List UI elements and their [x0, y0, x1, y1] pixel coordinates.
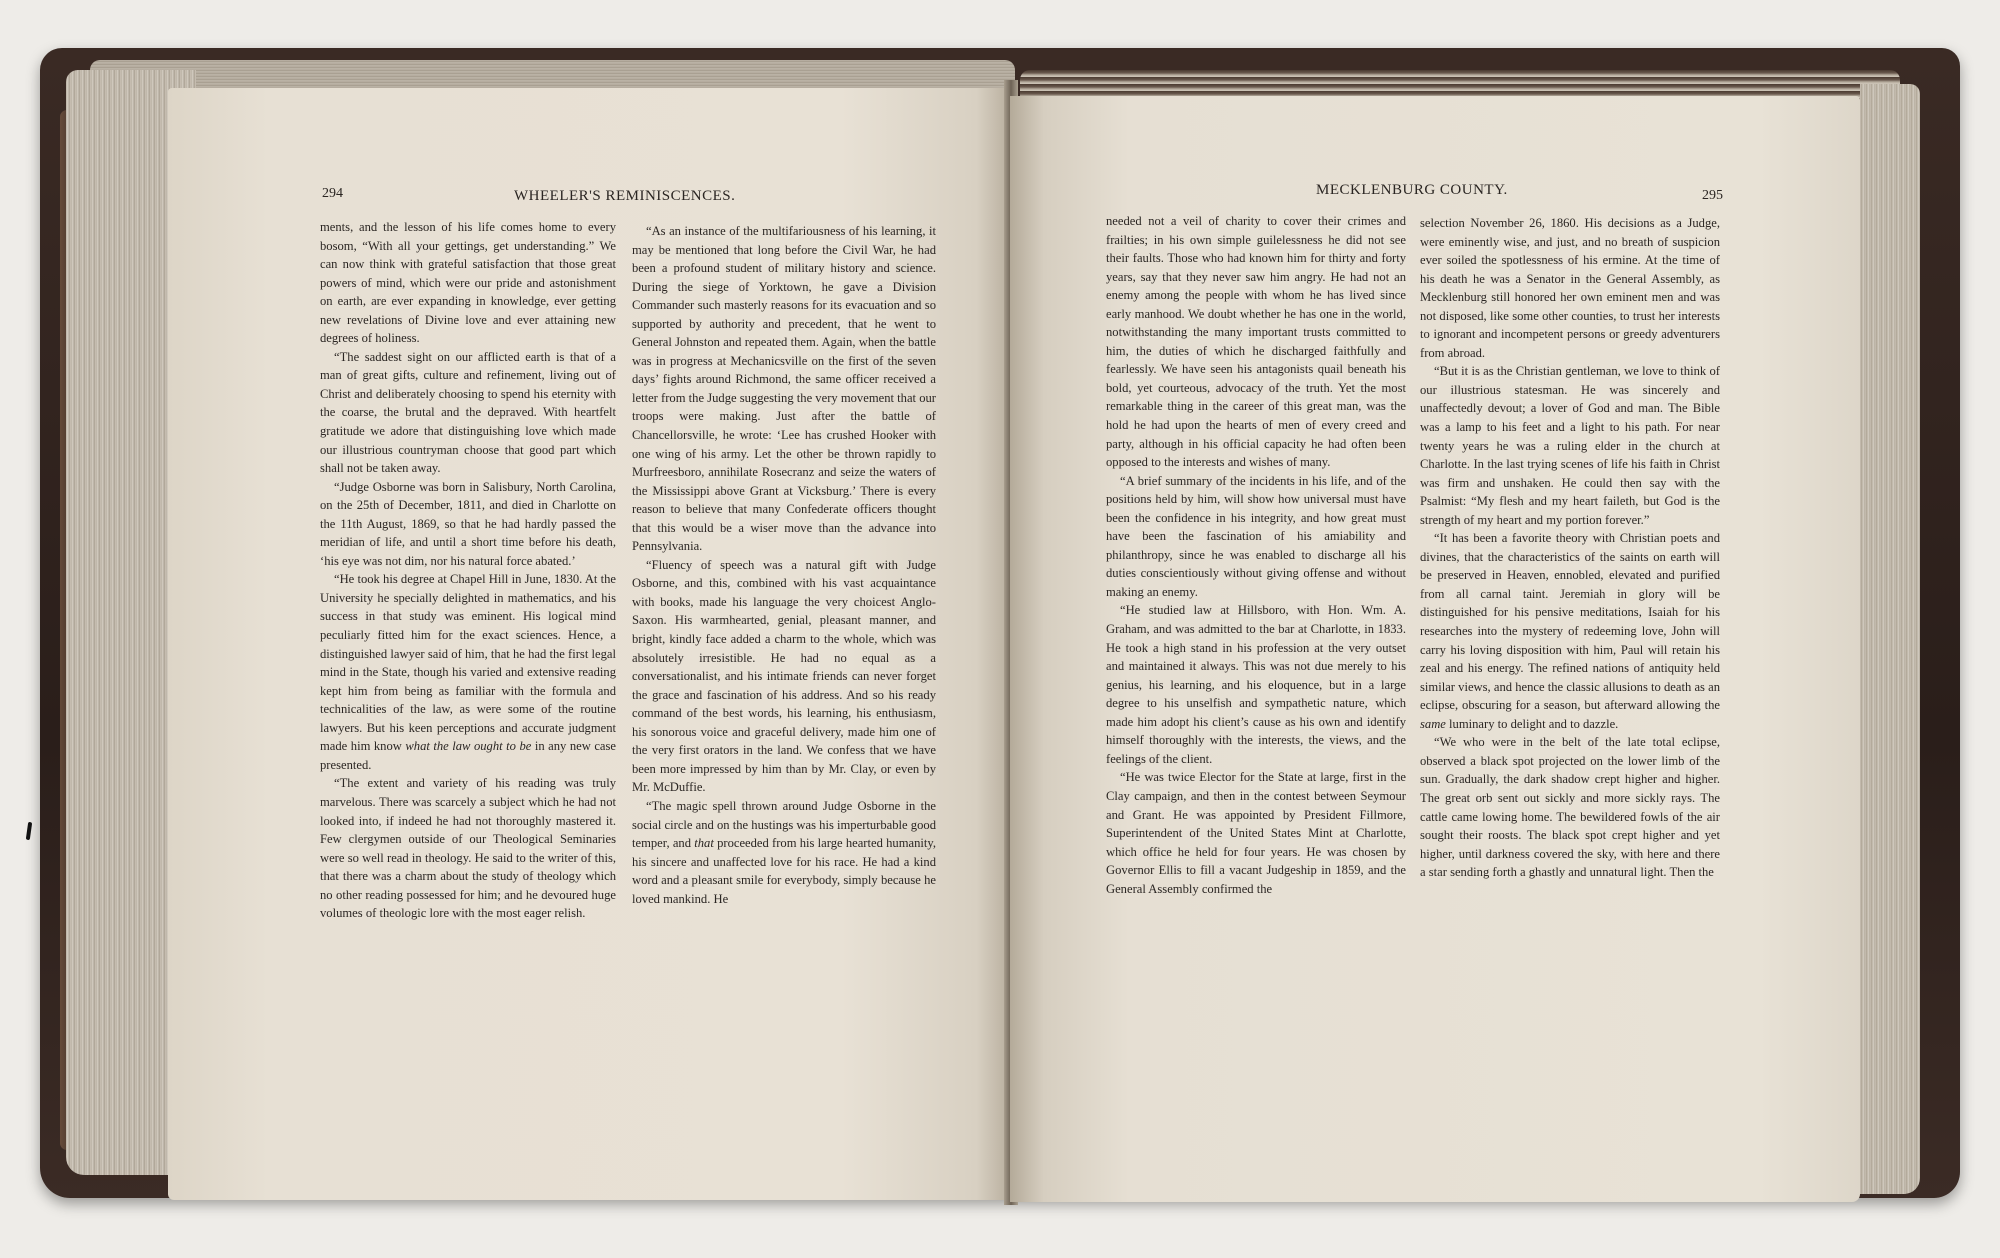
- italic-text: what the law ought to be: [405, 739, 532, 754]
- paragraph: “Judge Osborne was born in Salisbury, North Carolina, on the 25th of December, 1811, and died in Charlotte on the 11th August, 1869, so that he had hardly passed the meridian of life, and until a short time before his death, ‘his eye was not dim, nor his natural force abated.’: [320, 479, 616, 568]
- italic-text: same: [1420, 716, 1446, 731]
- left-page-number: 294: [322, 186, 343, 201]
- right-running-head: MECKLENBURG COUNTY.: [1316, 182, 1508, 198]
- left-running-head: WHEELER'S REMINISCENCES.: [514, 188, 736, 204]
- text-run: “It has been a favorite theory with Christian poets and divines, that the characteristics of the saints on earth will be preserved in Heaven, ennobled, elevated and purified from all carnal taint. Jeremiah in glory will be distinguished for his pensive meditations, Isaiah for his researches into the mystery of redeeming love, John will carry his loving disposition with him, Paul will retain his zeal and his energy. The refined nations of antiquity held similar views, and hence the classic allusions to death as an eclipse, obscuring for a season, but afterward allowing the: [1420, 531, 1720, 713]
- paragraph: “A brief summary of the incidents in his life, and of the positions held by him, will show how universal must have been the confidence in his integrity, and how great must have been the fascination of his amiability and philanthropy, since he was enabled to discharge all his duties conscientiously without giving offense and without making an enemy.: [1106, 473, 1406, 599]
- paragraph: “Fluency of speech was a natural gift with Judge Osborne, and this, combined with his vast acquaintance with books, made his language the very choicest Anglo-Saxon. His warmhearted, genial, pleasant manner, and bright, kindly face added a charm to the whole, which was absolutely irresistible. He had no equal as a conversationalist, and his intimate friends can never forget the grace and fascination of his address. And so his ready command of the best words, his learning, his enthusiasm, his sonorous voice and graceful delivery, made him one of the very first orators in the land. We confess that we have been more impressed by him than by Mr. Clay, or even by Mr. McDuffie.: [632, 557, 936, 795]
- paragraph: “But it is as the Christian gentleman, we love to think of our illustrious statesman. He was sincerely and unaffectedly devout; a lover of God and man. The Bible was a lamp to his feet and a light to his path. For near twenty years he was a ruling elder in the church at Charlotte. In the last trying scenes of life his faith in Christ was firm and unshaken. He could then say with the Psalmist: “My flesh and my heart faileth, but God is the strength of my heart and my portion forever.”: [1420, 364, 1720, 527]
- paragraph: [320, 570, 616, 774]
- text-run: “He took his degree at Chapel Hill in June, 1830. At the University he specially delighted in mathematics, and his success in that study was eminent. His logical mind peculiarly fitted him for the exact sciences. Hence, a distinguished lawyer said of him, that he had the first legal mind in the State, though his varied and extensive reading kept him from being as familiar with the formula and technicalities of the law, as were some of the routine lawyers. But his keen perceptions and accurate judgment made him know: [320, 572, 616, 754]
- paragraph: selection November 26, 1860. His decisions as a Judge, were eminently wise, and just, and no breath of suspicion ever soiled the spotlessness of his ermine. At the time of his death he was a Senator in the General Assembly, as Mecklenburg still honored her own eminent men and was not disposed, like some other counties, to trust her interests to ignorant and incompetent persons or greedy adventurers from abroad.: [1420, 216, 1720, 360]
- paragraph: “He was twice Elector for the State at large, first in the Clay campaign, and then in the contest between Seymour and Grant. He was appointed by President Fillmore, Superintendent of the United States Mint at Charlotte, which office he held for four years. He was chosen by Governor Ellis to fill a vacant Judgeship in 1859, and the General Assembly confirmed the: [1106, 770, 1406, 896]
- paragraph: “He studied law at Hillsboro, with Hon. Wm. A. Graham, and was admitted to the bar at Charlotte, in 1833. He took a high stand in his profession at the very outset and maintained it always. This was not due merely to his genius, his learning, and his eloquence, but in a large degree to his unselfish and sympathetic nature, which made him adopt his client’s cause as his own and identify himself thoroughly with the interests, the views, and the feelings of the client.: [1106, 603, 1406, 766]
- paragraph: “As an instance of the multifariousness of his learning, it may be mentioned that long before the Civil War, he had been a profound student of military history and science. During the siege of Yorktown, he gave a Division Commander such masterly reasons for its evacuation and so supported by authority and precedent, that he went to General Johnston and repeated them. Again, when the battle was in progress at Mechanicsville on the first of the seven days’ fights around Richmond, the same officer received a letter from the Judge suggesting the very movement that our troops were making. Just after the battle of Chancellorsville, he wrote: ‘Lee has crushed Hooker with one wing of his army. Let the other be thrown rapidly to Murfreesboro, annihilate Rosecranz and seize the waters of the Mississippi above Grant at Vicksburg.’ There is every reason to believe that many Confederate officers thought that this would be a wiser move than the advance into Pennsylvania.: [632, 224, 936, 554]
- right-column-1: [1106, 212, 1406, 898]
- paragraph: “The extent and variety of his reading was truly marvelous. There was scarcely a subject which he had not looked into, if indeed he had not thoroughly mastered it. Few clergymen outside of our Theological Seminaries were so well read in theology. He said to the writer of this, that there was a charm about the study of theology which no other reading possessed for him; and he devoured huge volumes of theologic lore with the most eager relish.: [320, 776, 616, 921]
- paragraph: [632, 797, 936, 908]
- paragraph: needed not a veil of charity to cover their crimes and frailties; in his own simple guilelessness he did not see their faults. Those who had known him for thirty and forty years, say that they never saw him angry. He had not an enemy among the people with whom he has lived since early manhood. We doubt whether he has one in the world, notwithstanding the many important trusts committed to him, the duties of which he discharged faithfully and fearlessly. We have seen his antagonists quail beneath his bold, yet courteous, advocacy of the truth. Yet the most remarkable thing in the career of this great man, was the hold he had upon the hearts of men of every creed and party, although in his official capacity he had often been opposed to the interests and wishes of many.: [1106, 214, 1406, 470]
- text-run: “The magic spell thrown around Judge Osborne in the social circle and on the hustings was his imperturbable good temper, and: [632, 798, 936, 851]
- paragraph: “The saddest sight on our afflicted earth is that of a man of great gifts, culture and refinement, living out of Christ and deliberately choosing to spend his eternity with the coarse, the brutal and the depraved. With heartfelt gratitude we adore that distinguishing love which made our illustrious countryman choose that good part which shall not be taken away.: [320, 349, 616, 476]
- paragraph: “We who were in the belt of the late total eclipse, observed a black spot projected on the lower limb of the sun. Gradually, the dark shadow crept higher and higher. The great orb sent out sickly and more sickly rays. The cattle came lowing home. The bewildered fowls of the air sought their roosts. The black spot crept higher and yet higher, until darkness covered the sky, with here and there a star sending forth a ghastly and unnatural light. Then the: [1420, 735, 1720, 880]
- left-column-2: [632, 222, 936, 908]
- text-run: luminary to delight and to dazzle.: [1449, 716, 1619, 731]
- margin-mark: [26, 822, 32, 840]
- right-page-number: 295: [1702, 188, 1723, 203]
- text-run: proceeded from his large hearted humanity, his sincere and unaffected love for his race. He had a kind word and a pleasant smile for everybody, simply because he loved mankind. He: [632, 836, 936, 906]
- paragraph: [1420, 529, 1720, 733]
- page-edges-right: [1860, 84, 1920, 1194]
- text-run: in any new case presented.: [320, 739, 617, 772]
- right-column-2: [1420, 214, 1720, 882]
- paragraph: ments, and the lesson of his life comes home to every bosom, “With all your gettings, get understanding.” We can now think with grateful satisfaction that those great powers of mind, which were our pride and astonishment on earth, are ever expanding in knowledge, ever getting new revelations of Divine love and ever attaining new degrees of holiness.: [320, 220, 616, 346]
- italic-text: that: [694, 836, 714, 851]
- left-column-1: [320, 218, 616, 923]
